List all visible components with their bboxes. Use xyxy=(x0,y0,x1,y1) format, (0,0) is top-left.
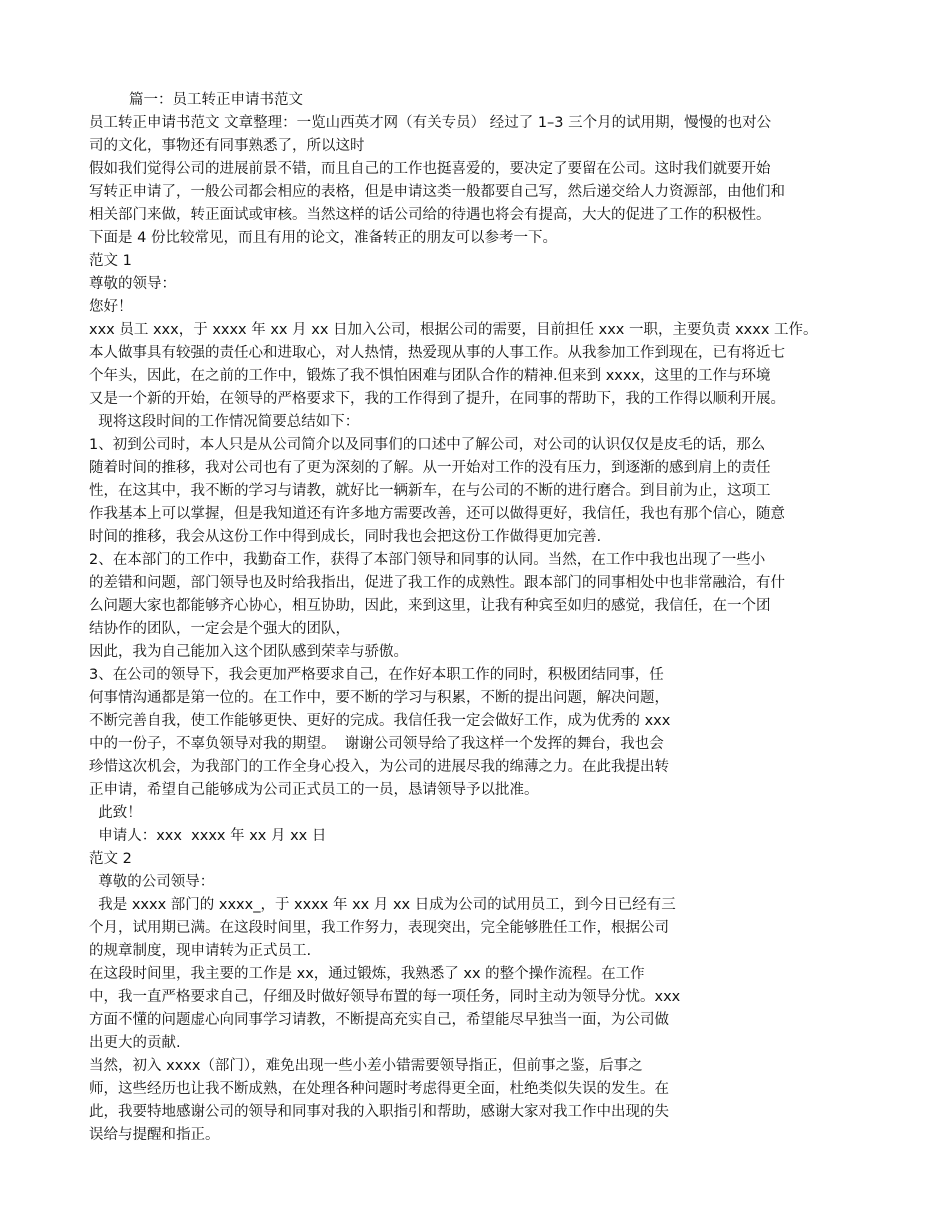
text-line: 师，这些经历也让我不断成熟，在处理各种问题时考虑得更全面，杜绝类似失误的发生。在 xyxy=(89,1081,669,1097)
text-line: 中的一份子，不辜负领导对我的期望。 谢谢公司领导给了我这样一个发挥的舞台，我也会 xyxy=(89,736,664,752)
text-line: 现将这段时间的工作情况简要总结如下： xyxy=(89,414,360,430)
text-line: 因此，我为自己能加入这个团队感到荣幸与骄傲。 xyxy=(89,644,408,660)
text-line: 在这段时间里，我主要的工作是 xx，通过锻炼，我熟悉了 xx 的整个操作流程。在工作 xyxy=(89,966,645,982)
text-line: 随着时间的推移，我对公司也有了更为深刻的了解。从一开始对工作的没有压力，到逐渐的感到肩上的责任 xyxy=(89,460,771,476)
text-line: 个年头，因此，在之前的工作中，锻炼了我不惧怕困难与团队合作的精神.但来到 xxxx，这里的工作与环境 xyxy=(89,368,771,384)
text-line: 结协作的团队，一定会是个强大的团队， xyxy=(89,621,350,637)
text-line: xxx 员工 xxx，于 xxxx 年 xx 月 xx 日加入公司，根据公司的需要，目前担任 xxx 一职，主要负责 xxxx 工作。 xyxy=(89,322,818,338)
greeting: 您好！ xyxy=(89,299,133,315)
text-line: 方面不懂的问题虚心向同事学习请教，不断提高充实自己，希望能尽早独当一面，为公司做 xyxy=(89,1012,669,1028)
document-body xyxy=(89,89,869,1147)
text-line: 正申请，希望自己能够成为公司正式员工的一员，恳请领导予以批准。 xyxy=(89,782,539,798)
text-line: 个月，试用期已满。在这段时间里，我工作努力，表现突出，完全能够胜任工作，根据公司 xyxy=(89,920,669,936)
text-line: 中，我一直严格要求自己，仔细及时做好领导布置的每一项任务，同时主动为领导分忧。xxx xyxy=(89,989,681,1005)
text-line: 假如我们觉得公司的进展前景不错，而且自己的工作也挺喜爱的，要决定了要留在公司。这时我们就要开始 xyxy=(89,161,771,177)
text-line: 何事情沟通都是第一位的。在工作中，要不断的学习与积累，不断的提出问题，解决问题， xyxy=(89,690,669,706)
text-line: 此，我要特地感谢公司的领导和同事对我的入职指引和帮助，感谢大家对我工作中出现的失 xyxy=(89,1104,669,1120)
section-heading: 范文 2 xyxy=(89,851,132,867)
text-line: 的规章制度，现申请转为正式员工. xyxy=(89,943,312,959)
text-line: 司的文化，事物还有同事熟悉了，所以这时 xyxy=(89,138,365,154)
text-line: 写转正申请了，一般公司都会相应的表格，但是申请这类一般都要自己写，然后递交给人力资源部，由他们和 xyxy=(89,184,785,200)
text-line: 出更大的贡献. xyxy=(89,1035,181,1051)
text-line: 的差错和问题，部门领导也及时给我指出，促进了我工作的成熟性。跟本部门的同事相处中也非常融洽，有什 xyxy=(89,575,785,591)
text-line: 本人做事具有较强的责任心和进取心，对人热情，热爱现从事的人事工作。从我参加工作到现在，已有将近七 xyxy=(89,345,785,361)
text-line: 相关部门来做，转正面试或审核。当然这样的话公司给的待遇也将会有提高，大大的促进了工作的积极性。 xyxy=(89,207,771,223)
text-line: 作我基本上可以掌握，但是我知道还有许多地方需要改善，还可以做得更好，我信任，我也有那个信心，随意 xyxy=(89,506,785,522)
text-line: 我是 xxxx 部门的 xxxx_，于 xxxx 年 xx 月 xx 日成为公司的试用员工，到今日已经有三 xyxy=(89,897,676,913)
closing: 此致！ xyxy=(89,805,142,821)
text-line: 不断完善自我，使工作能够更快、更好的完成。我信任我一定会做好工作，成为优秀的 xxx xyxy=(89,713,671,729)
signature-line: 申请人：xxx xxxx 年 xx 月 xx 日 xyxy=(89,828,327,844)
text-line: 下面是 4 份比较常见，而且有用的论文，准备转正的朋友可以参考一下。 xyxy=(89,230,557,246)
section-heading: 范文 1 xyxy=(89,253,132,269)
text-line: 当然，初入 xxxx（部门），难免出现一些小差小错需要领导指正，但前事之鉴，后事之 xyxy=(89,1058,643,1074)
text-line: 时间的推移，我会从这份工作中得到成长，同时我也会把这份工作做得更加完善. xyxy=(89,529,602,545)
salutation: 尊敬的领导： xyxy=(89,276,176,292)
text-line: 1、初到公司时，本人只是从公司简介以及同事们的口述中了解公司，对公司的认识仅仅是皮毛的话，那么 xyxy=(89,437,766,453)
text-line: 性，在这其中，我不断的学习与请教，就好比一辆新车，在与公司的不断的进行磨合。到目前为止，这项工 xyxy=(89,483,771,499)
text-line: 误给与提醒和指正。 xyxy=(89,1127,220,1143)
document-title: 篇一：员工转正申请书范文 xyxy=(129,92,303,108)
text-line: 员工转正申请书范文 文章整理：一览山西英才网（有关专员） 经过了 1–3 三个月的试用期，慢慢的也对公 xyxy=(89,115,772,131)
text-line: 3、在公司的领导下，我会更加严格要求自己，在作好本职工作的同时，积极团结同事，任 xyxy=(89,667,664,683)
text-line: 么问题大家也都能够齐心协心，相互协助，因此，来到这里，让我有种宾至如归的感觉，我信任，在一个团 xyxy=(89,598,771,614)
text-line: 珍惜这次机会，为我部门的工作全身心投入，为公司的进展尽我的绵薄之力。在此我提出转 xyxy=(89,759,669,775)
text-line: 2、在本部门的工作中，我勤奋工作，获得了本部门领导和同事的认同。当然，在工作中我也出现了一些小 xyxy=(89,552,766,568)
salutation: 尊敬的公司领导： xyxy=(89,874,215,890)
text-line: 又是一个新的开始，在领导的严格要求下，我的工作得到了提升，在同事的帮助下，我的工作得以顺利开展。 xyxy=(89,391,785,407)
